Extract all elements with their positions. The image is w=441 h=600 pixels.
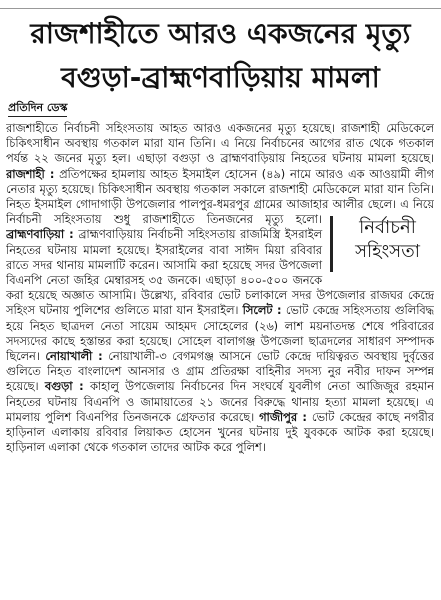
pull-quote-line-1: নির্বাচনী (359, 217, 416, 239)
dateline-gazipur: গাজীপুর : (259, 410, 307, 424)
dateline-sylhet: সিলেট : (242, 304, 282, 318)
para-5: বগুড়া : কাহালু উপজেলায় নির্বাচনের দিন সংঘর্ষে যুবলীগ নেতা আজিজুর রহমান নিহতের ঘটনায় বিএনপি ও জামায়াতের ২১ জনের বিরুদ্ধে থানায় হত্যা মামলা হয়েছে। এ মামলায় পুলিশ বিএনপির তিনজনকে গ্রেফতার করেছে। (6, 380, 434, 424)
para-2: ব্রাহ্মণবাড়িয়া : ব্রাহ্মণবাড়িয়ায় নির্বাচনী সহিংসতায় রাজমিস্ত্রি ইসরাইল নিহতের ঘটনায় মামলা হয়েছে। ইসরাইলের বাবা সাঈদ মিয়া রবিবার রাতে সদর থানায় মামলাটি করেন। আসামি করা হয়েছে সদর উপজেলা বিএনপি নেতা জহির মেম্বারসহ ৩৫ জনকে। এছাড়া ৪০০-৫০০ জনকে করা হয়েছে অজ্ঞাত আসামি। উল্লেখ্য, রবিবার ভোট চলাকালে সদর উপজেলার রাজঘর কেন্দ্রে সহিংস ঘটনায় পুলিশের গুলিতে মারা যান ইসরাইল। (6, 228, 434, 318)
para-6: গাজীপুর : ভোট কেন্দ্রের কাছে নগরীর হাড়িনাল এলাকায় রবিবার লিয়াকত হোসেন খুনের ঘটনায় দুই যুবককে আটক করা হয়েছে। হাড়িনাল এলাকা থেকে গতকাল তাদের আটক করে পুলিশ। (6, 410, 434, 455)
para-0: রাজশাহীতে নির্বাচনী সহিংসতায় আহত আরও একজনের মৃত্যু হয়েছে। রাজশাহী মেডিকেলে চিকিৎসাধীন অবস্থায় গতকাল মারা যান তিনি। এ নিয়ে নির্বাচনের আগের রাত থেকে গতকাল পর্যন্ত ২২ জনের মৃত্যু হল। এছাড়া বগুড়া ও ব্রাহ্মণবাড়িয়ায় নিহতের ঘটনায় মামলা হয়েছে। (6, 122, 434, 166)
pull-quote (330, 216, 434, 272)
para-3: সিলেট : ভোট কেন্দ্রে সহিংসতায় গুলিবিদ্ধ হয়ে নিহত ছাত্রদল নেতা সায়েম আহমদ সোহেলের (২৬) লাশ ময়নাতদন্ত শেষে পরিবারের সদস্যদের কাছে হস্তান্তর করা হয়েছে। সোহেল বালাগঞ্জ উপজেলা ছাত্রদলের সাধারণ সম্পাদক ছিলেন। (6, 304, 434, 364)
para-4: নোয়াখালী : নোয়াখালী-৩ বেগমগঞ্জ আসনে ভোট কেন্দ্রে দায়িত্বরত অবস্থায় দুর্বৃত্তের গুলিতে নিহত বাংলাদেশ আনসার ও গ্রাম প্রতিরক্ষা বাহিনীর সদস্য নুর নবীর দাফন সম্পন্ন হয়েছে। (6, 350, 434, 394)
pull-quote-line-2: সহিংসতা (355, 241, 420, 263)
article-body (6, 121, 434, 591)
headline-line-1: রাজশাহীতে আরও একজনের মৃত্যু (30, 17, 411, 50)
dateline-rajshahi: রাজশাহী : (6, 167, 55, 181)
dateline-noakhali: নোয়াখালী : (45, 350, 103, 364)
para-1: রাজশাহী : প্রতিপক্ষের হামলায় আহত ইসমাইল হোসেন (৪৯) নামে আরও এক আওয়ামী লীগ নেতার মৃত্যু হয়েছে। চিকিৎসাধীন অবস্থায় গতকাল সকালে রাজশাহী মেডিকেলে মারা যান তিনি। নিহত ইসমাইল গোদাগাড়ী উপজেলার পালপুর-ধমরপুর গ্রামের আজাহার আলীর ছেলে। এ নিয়ে নির্বাচনী সহিংসতায় শুধু রাজশাহীতে তিনজনের মৃত্যু হলো। (6, 167, 434, 227)
dateline-brahmanbaria: ব্রাহ্মণবাড়িয়া : (6, 228, 74, 242)
dateline-bogura: বগুড়া : (44, 380, 84, 394)
cropped-header-strip (0, 0, 441, 9)
headline-line-2: বগুড়া-ব্রাহ্মণবাড়িয়ায় মামলা (61, 61, 380, 94)
byline: প্রতিদিন ডেস্ক (8, 101, 67, 117)
